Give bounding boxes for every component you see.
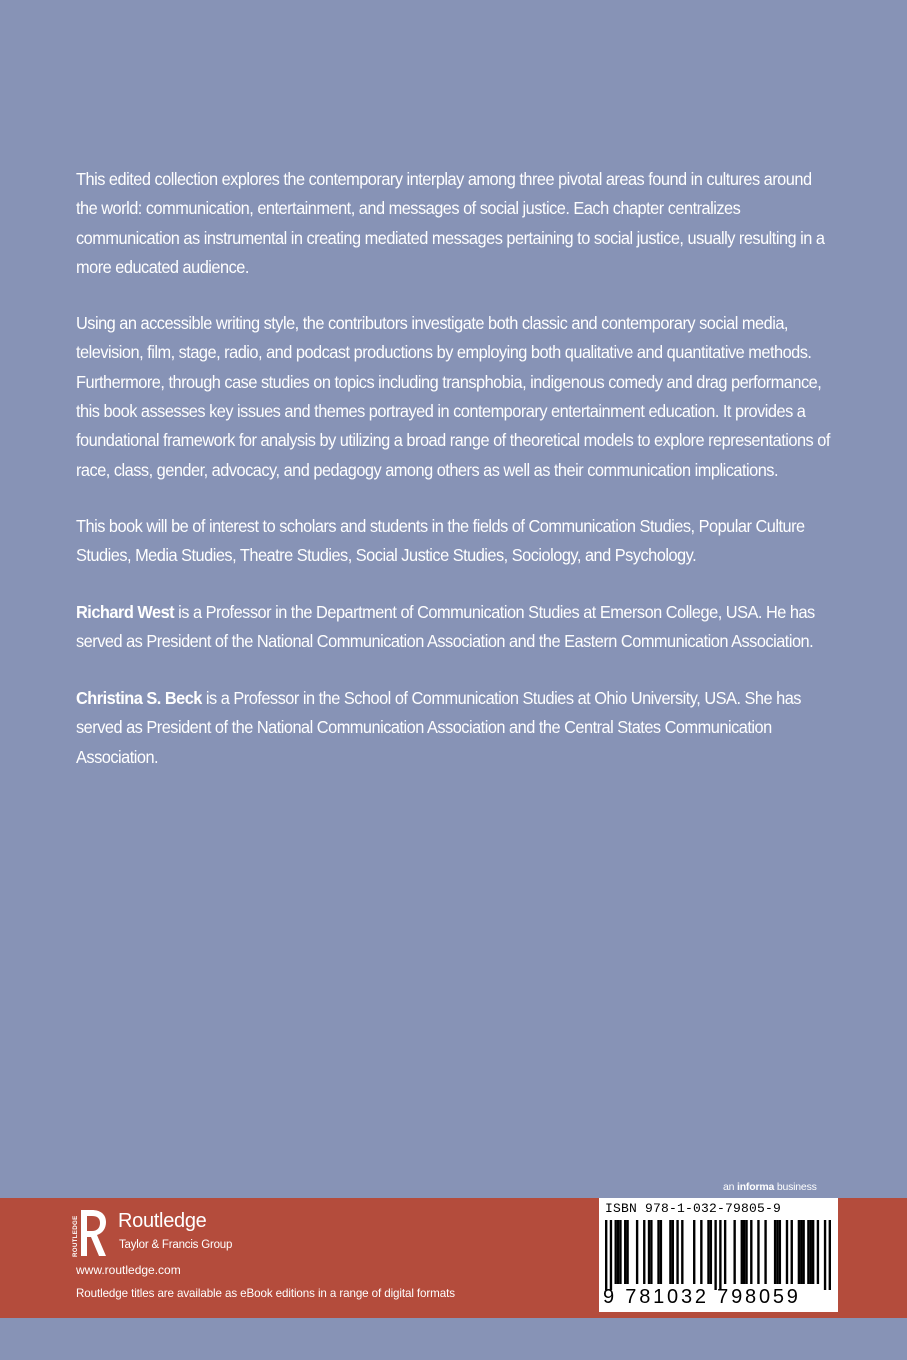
barcode-bar [807,1220,809,1284]
barcode-bar [824,1220,826,1290]
barcode-bar [643,1220,645,1284]
barcode-bar [817,1220,819,1284]
barcode-bar [657,1220,659,1284]
barcode-bar [624,1220,626,1284]
routledge-r-logo-icon [68,1207,112,1259]
barcode-bar [615,1220,617,1284]
barcode-bar [676,1220,678,1284]
publisher-name: Routledge [118,1210,207,1232]
barcode-bar [743,1220,745,1284]
description-paragraph-2: Using an accessible writing style, the contributors investigate both classic and contemporary social media, television, film, stage, radio, and podcast productions by employing both qualitative and quantitative methods. Furthermore, through case studies on topics including transphobia, indigenous comedy and drag performance, this book assesses key issues and themes portrayed in contemporary entertainment education. It provides a foundational framework for analysis by utilizing a broad range of theoretical models to explore representations of race, class, gender, advocacy, and pedagogy among others as well as their communication implications. [76,313,830,480]
logo-vertical-text: ROUTLEDGE [72,1215,79,1257]
barcode-image [605,1220,831,1290]
informa-brand: informa [737,1181,775,1193]
barcode-bar [800,1220,802,1284]
publisher-website[interactable]: www.routledge.com [76,1263,181,1277]
barcode-bar [802,1220,804,1284]
barcode-bar [810,1220,812,1284]
barcode-bar [757,1220,759,1284]
barcode-bar [750,1220,752,1284]
isbn-label: ISBN 978-1-032-79805-9 [605,1201,782,1216]
author-bio-text-1: is a Professor in the Department of Communication Studies at Emerson College, USA. He has served as President of the National Communication Association and the Eastern Communication Association. [76,601,815,651]
barcode-bar [619,1220,621,1284]
barcode-bar [660,1220,662,1284]
barcode-bar [610,1220,612,1290]
informa-prefix: an [723,1181,737,1193]
barcode-bar [741,1220,743,1284]
barcode-bar [636,1220,638,1284]
description-paragraph-3: This book will be of interest to scholars and students in the fields of Communication Studies, Popular Culture Studies, Media Studies, Theatre Studies, Social Justice Studies, Sociology, and Psychology. [76,515,805,566]
barcode-bar [812,1220,814,1284]
barcode-bar [617,1220,619,1284]
barcode-bar [700,1220,702,1284]
barcode-bar [764,1220,766,1284]
barcode-digits: 9 781032 798059 [603,1286,801,1308]
ebook-note: Routledge titles are available as eBook editions in a range of digital formats [76,1287,455,1300]
barcode-bar [672,1220,674,1284]
description-paragraph-1: This edited collection explores the contemporary interplay among three pivotal areas found in cultures around the world: communication, entertainment, and messages of social justice. Each chapter centralizes communication as instrumental in creating mediated messages pertaining to social justice, usually resulting in a more educated audience. [76,169,825,277]
author-bio-1 [76,598,836,657]
barcode-bar [714,1220,716,1290]
barcode-bar [710,1220,712,1284]
description-block [76,165,836,800]
author-name-2: Christina S. Beck [76,688,202,709]
barcode-bar [626,1220,628,1284]
informa-suffix: business [774,1181,817,1193]
barcode-bar [776,1220,778,1284]
barcode-bar [798,1220,800,1284]
author-bio-2 [76,684,836,772]
informa-business-line [723,1181,817,1193]
barcode-bar [707,1220,709,1284]
barcode-bar [605,1220,607,1290]
publisher-group: Taylor & Francis Group [119,1239,233,1251]
barcode-bar [829,1220,831,1290]
barcode-bar [648,1220,650,1284]
barcode-bar [786,1220,788,1284]
barcode-bar [650,1220,652,1284]
barcode-bar [669,1220,671,1284]
barcode-bar [724,1220,726,1284]
barcode-bar [733,1220,735,1284]
barcode-bar [745,1220,747,1284]
barcode-bar [779,1220,781,1284]
barcode-bar [681,1220,683,1284]
barcode-bar [791,1220,793,1284]
barcode-bar [693,1220,695,1284]
barcode-bar [774,1220,776,1284]
barcode-bar [719,1220,721,1290]
author-bio-text-2: is a Professor in the School of Communication Studies at Ohio University, USA. She has served as President of the National Communication Association and the Central States Communication Association. [76,688,801,767]
author-name-1: Richard West [76,601,175,622]
